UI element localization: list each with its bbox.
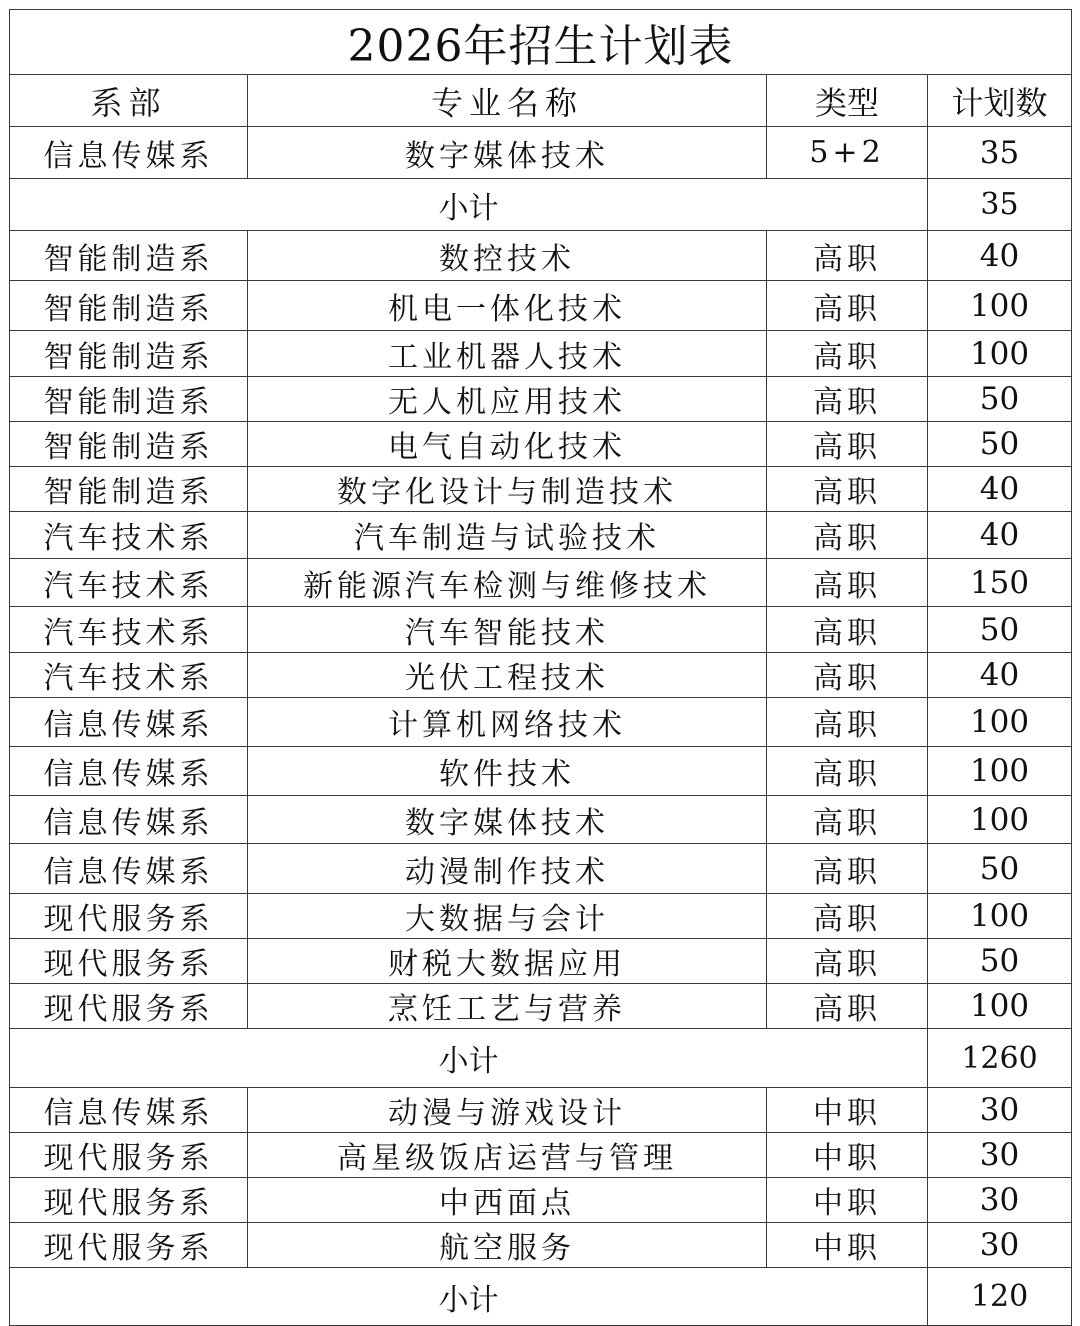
cell-count: 100	[928, 984, 1072, 1029]
cell-major: 高星级饭店运营与管理	[248, 1133, 767, 1178]
table-row	[10, 281, 1072, 331]
cell-type: 高职	[767, 467, 928, 512]
cell-type: 高职	[767, 747, 928, 796]
cell-major: 大数据与会计	[248, 894, 767, 939]
cell-count: 30	[928, 1223, 1072, 1268]
table-row	[10, 127, 1072, 179]
table-row	[10, 796, 1072, 844]
cell-count: 50	[928, 607, 1072, 653]
table-row	[10, 984, 1072, 1029]
cell-dept: 智能制造系	[10, 281, 248, 331]
cell-type: 中职	[767, 1133, 928, 1178]
cell-count: 50	[928, 377, 1072, 422]
cell-dept: 智能制造系	[10, 422, 248, 467]
cell-dept: 汽车技术系	[10, 512, 248, 559]
cell-dept: 智能制造系	[10, 467, 248, 512]
cell-count: 30	[928, 1178, 1072, 1223]
cell-dept: 汽车技术系	[10, 653, 248, 698]
cell-major: 数字媒体技术	[248, 127, 767, 179]
cell-count: 50	[928, 422, 1072, 467]
cell-count: 50	[928, 844, 1072, 894]
cell-type: 高职	[767, 698, 928, 747]
cell-dept: 信息传媒系	[10, 698, 248, 747]
cell-type: 高职	[767, 331, 928, 377]
cell-type: 高职	[767, 894, 928, 939]
cell-major: 机电一体化技术	[248, 281, 767, 331]
cell-count: 30	[928, 1088, 1072, 1133]
cell-count: 35	[928, 127, 1072, 179]
table-row	[10, 1088, 1072, 1133]
header-row	[10, 75, 1072, 127]
table-row	[10, 467, 1072, 512]
cell-type: 高职	[767, 796, 928, 844]
cell-dept: 智能制造系	[10, 331, 248, 377]
cell-count: 100	[928, 747, 1072, 796]
cell-type: 高职	[767, 377, 928, 422]
cell-type: 高职	[767, 984, 928, 1029]
cell-major: 动漫与游戏设计	[248, 1088, 767, 1133]
cell-dept: 智能制造系	[10, 231, 248, 281]
cell-type: 高职	[767, 844, 928, 894]
table-row	[10, 698, 1072, 747]
cell-count: 100	[928, 281, 1072, 331]
cell-dept: 信息传媒系	[10, 747, 248, 796]
cell-count: 40	[928, 653, 1072, 698]
cell-dept: 信息传媒系	[10, 844, 248, 894]
cell-dept: 现代服务系	[10, 1178, 248, 1223]
cell-count: 100	[928, 796, 1072, 844]
table-row	[10, 747, 1072, 796]
table-row	[10, 939, 1072, 984]
cell-dept: 信息传媒系	[10, 127, 248, 179]
subtotal-count: 35	[928, 179, 1072, 231]
cell-type: 高职	[767, 559, 928, 607]
table-row	[10, 331, 1072, 377]
cell-major: 汽车智能技术	[248, 607, 767, 653]
cell-major: 数字化设计与制造技术	[248, 467, 767, 512]
table-body	[10, 10, 1072, 1326]
cell-dept: 信息传媒系	[10, 796, 248, 844]
cell-type: 高职	[767, 653, 928, 698]
cell-type: 高职	[767, 512, 928, 559]
subtotal-row	[10, 1029, 1072, 1088]
cell-major: 工业机器人技术	[248, 331, 767, 377]
cell-count: 30	[928, 1133, 1072, 1178]
subtotal-count: 120	[928, 1268, 1072, 1326]
cell-major: 汽车制造与试验技术	[248, 512, 767, 559]
cell-count: 40	[928, 231, 1072, 281]
table-row	[10, 894, 1072, 939]
cell-count: 100	[928, 698, 1072, 747]
cell-dept: 汽车技术系	[10, 559, 248, 607]
cell-type: 中职	[767, 1178, 928, 1223]
cell-type: 高职	[767, 422, 928, 467]
table-title: 2026年招生计划表	[10, 10, 1072, 75]
cell-dept: 智能制造系	[10, 377, 248, 422]
cell-type: 中职	[767, 1223, 928, 1268]
cell-dept: 现代服务系	[10, 894, 248, 939]
table-row	[10, 653, 1072, 698]
subtotal-row	[10, 1268, 1072, 1326]
cell-major: 中西面点	[248, 1178, 767, 1223]
cell-count: 50	[928, 939, 1072, 984]
table-row	[10, 607, 1072, 653]
table-row	[10, 1223, 1072, 1268]
cell-major: 财税大数据应用	[248, 939, 767, 984]
cell-major: 航空服务	[248, 1223, 767, 1268]
cell-dept: 现代服务系	[10, 984, 248, 1029]
cell-major: 数控技术	[248, 231, 767, 281]
cell-count: 150	[928, 559, 1072, 607]
column-header-major: 专业名称	[248, 75, 767, 127]
cell-type: 高职	[767, 939, 928, 984]
cell-count: 40	[928, 467, 1072, 512]
cell-dept: 信息传媒系	[10, 1088, 248, 1133]
cell-type: 中职	[767, 1088, 928, 1133]
cell-type: 高职	[767, 607, 928, 653]
cell-major: 动漫制作技术	[248, 844, 767, 894]
cell-major: 烹饪工艺与营养	[248, 984, 767, 1029]
table-row	[10, 1178, 1072, 1223]
title-row	[10, 10, 1072, 75]
cell-count: 100	[928, 331, 1072, 377]
cell-type: 高职	[767, 281, 928, 331]
cell-count: 40	[928, 512, 1072, 559]
subtotal-label: 小计	[10, 1029, 928, 1088]
column-header-dept: 系部	[10, 75, 248, 127]
enrollment-plan-table	[9, 9, 1072, 1326]
cell-type: 5+2	[767, 127, 928, 179]
subtotal-label: 小计	[10, 179, 928, 231]
table-row	[10, 422, 1072, 467]
table-row	[10, 377, 1072, 422]
table-row	[10, 844, 1072, 894]
subtotal-count: 1260	[928, 1029, 1072, 1088]
cell-major: 电气自动化技术	[248, 422, 767, 467]
cell-major: 光伏工程技术	[248, 653, 767, 698]
table-row	[10, 231, 1072, 281]
cell-dept: 现代服务系	[10, 1223, 248, 1268]
cell-count: 100	[928, 894, 1072, 939]
cell-major: 软件技术	[248, 747, 767, 796]
subtotal-row	[10, 179, 1072, 231]
cell-major: 无人机应用技术	[248, 377, 767, 422]
cell-major: 新能源汽车检测与维修技术	[248, 559, 767, 607]
table-row	[10, 559, 1072, 607]
cell-major: 数字媒体技术	[248, 796, 767, 844]
column-header-type: 类型	[767, 75, 928, 127]
column-header-count: 计划数	[928, 75, 1072, 127]
cell-type: 高职	[767, 231, 928, 281]
cell-dept: 现代服务系	[10, 939, 248, 984]
table-row	[10, 512, 1072, 559]
cell-dept: 汽车技术系	[10, 607, 248, 653]
cell-dept: 现代服务系	[10, 1133, 248, 1178]
subtotal-label: 小计	[10, 1268, 928, 1326]
cell-major: 计算机网络技术	[248, 698, 767, 747]
table-row	[10, 1133, 1072, 1178]
